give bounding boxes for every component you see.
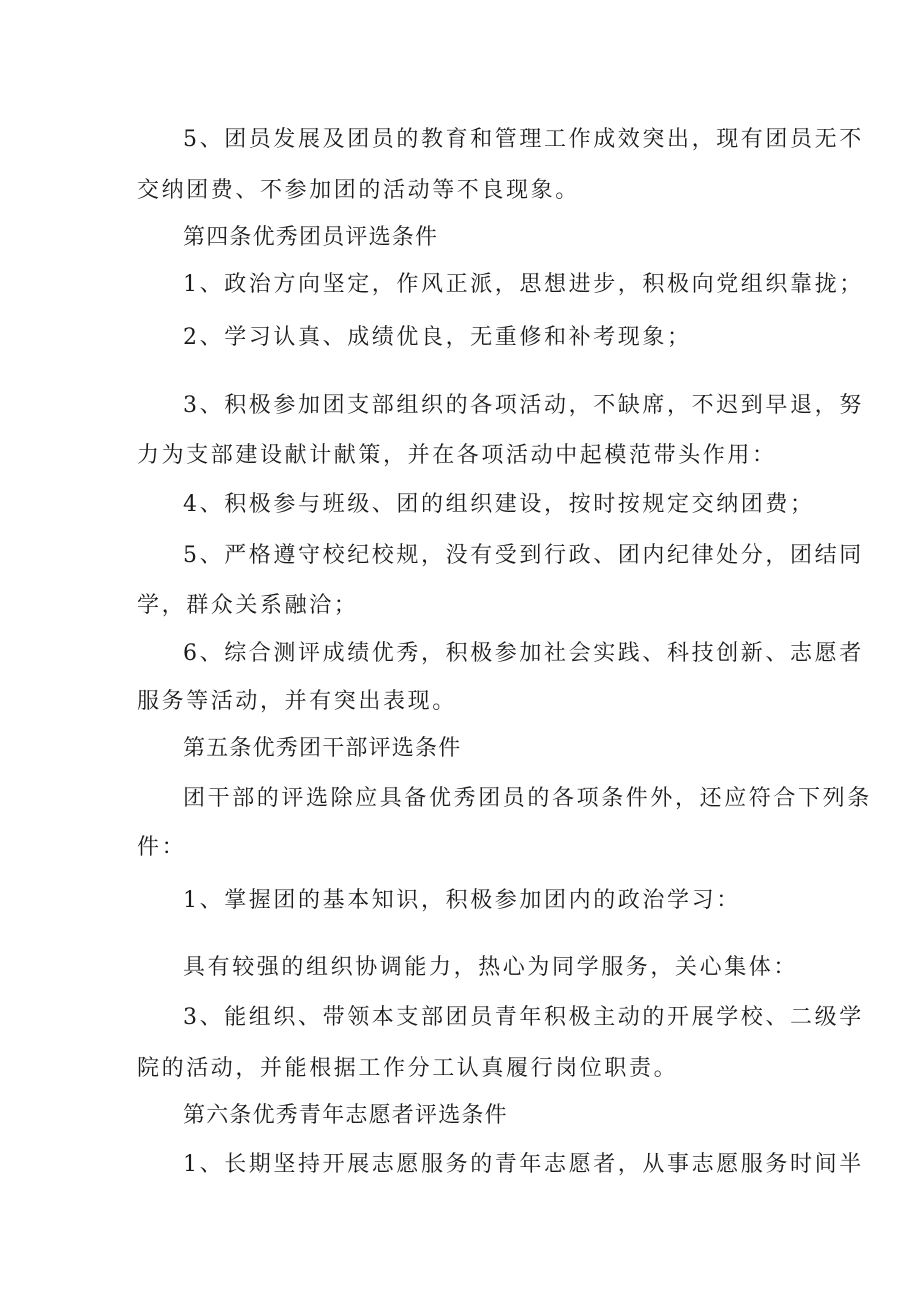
article-4-item-5-line-1: 5、严格遵守校纪校规，没有受到行政、团内纪律处分，团结同 [183,543,864,568]
article-4-heading: 第四条优秀团员评选条件 [183,225,439,250]
article-5-item-3-line-2: 院的活动，并能根据工作分工认真履行岗位职责。 [137,1056,679,1081]
article-6-item-1-line-1: 1、长期坚持开展志愿服务的青年志愿者，从事志愿服务时间半 [183,1152,864,1177]
article-5-item-2: 具有较强的组织协调能力，热心为同学服务，关心集体： [183,955,799,980]
article-5-item-1: 1、掌握团的基本知识，积极参加团内的政治学习： [183,888,741,913]
item-5-line-2: 交纳团费、不参加团的活动等不良现象。 [137,178,580,203]
article-4-item-5-line-2: 学，群众关系融洽； [137,593,359,618]
article-6-heading: 第六条优秀青年志愿者评选条件 [183,1103,508,1128]
article-4-item-6-line-2: 服务等活动，并有突出表现。 [137,689,457,714]
article-4-item-6-line-1: 6、综合测评成绩优秀，积极参加社会实践、科技创新、志愿者 [183,641,864,666]
article-5-intro-line-1: 团干部的评选除应具备优秀团员的各项条件外，还应符合下列条 [183,786,872,811]
article-5-item-3-line-1: 3、能组织、带领本支部团员青年积极主动的开展学校、二级学 [183,1005,864,1030]
article-5-heading: 第五条优秀团干部评选条件 [183,736,462,761]
article-4-item-1: 1、政治方向坚定，作风正派，思想进步，积极向党组织靠拢； [183,272,864,297]
article-5-intro-line-2: 件： [137,835,187,860]
article-4-item-2: 2、学习认真、成绩优良，无重修和补考现象； [183,325,692,350]
article-4-item-4: 4、积极参与班级、团的组织建设，按时按规定交纳团费； [183,492,815,517]
article-4-item-3-line-2: 力为支部建设献计献策，并在各项活动中起模范带头作用： [137,443,777,468]
article-4-item-3-line-1: 3、积极参加团支部组织的各项活动，不缺席，不迟到早退，努 [183,393,864,418]
item-5-line-1: 5、团员发展及团员的教育和管理工作成效突出，现有团员无不 [183,127,864,152]
